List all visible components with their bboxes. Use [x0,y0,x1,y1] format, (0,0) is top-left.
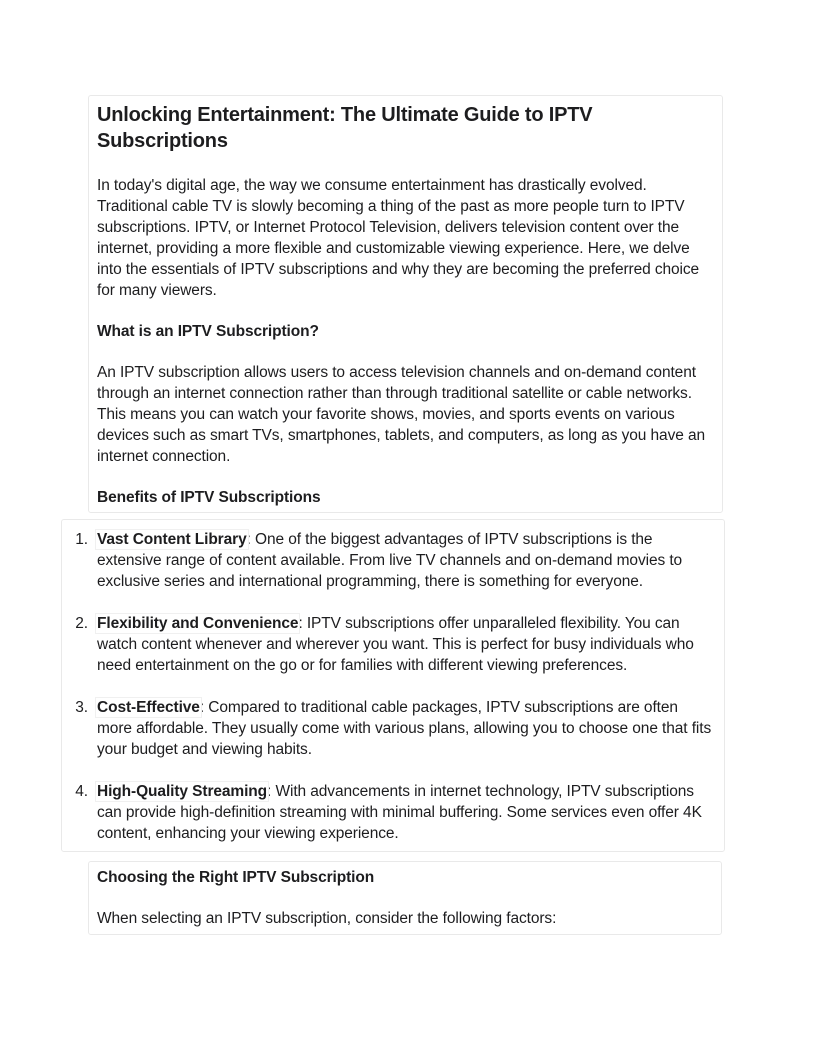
list-item-body: : IPTV subscriptions offer unparalleled flexibility. You can watch content whenever and wherever you want. This is perfect for busy individuals who need entertainment on the go or for families with different viewing preferences. [97,615,694,674]
list-item-term: Cost-Effective [97,699,200,716]
benefits-heading: Benefits of IPTV Subscriptions [97,489,321,506]
list-item [62,529,724,592]
list-item-text [97,529,724,592]
choosing-section [88,861,722,935]
list-item-number: 4. [75,783,88,800]
what-is-iptv-paragraph: An IPTV subscription allows users to access television channels and on-demand content through an internet connection rather than through traditional satellite or cable networks. This means you can watch your favorite shows, movies, and sports events on various devices such as smart TVs, smartphones, tablets, and computers, as long as you have an internet connection. [97,364,705,465]
what-is-iptv-heading: What is an IPTV Subscription? [97,323,319,340]
list-item-body: : Compared to traditional cable packages, IPTV subscriptions are often more affordable. They usually come with various plans, allowing you to choose one that fits your budget and viewing habits. [97,699,712,758]
list-item-number: 2. [75,615,88,632]
list-item-term: High-Quality Streaming [97,783,268,800]
benefits-list-section [61,519,725,852]
list-item-text [97,781,724,844]
list-item-term: Vast Content Library [97,531,247,548]
list-item-number: 1. [75,531,88,548]
list-item [62,781,724,844]
document-title: Unlocking Entertainment: The Ultimate Guide to IPTV Subscriptions [97,104,593,152]
list-item [62,613,724,676]
list-item [62,697,724,760]
list-item-number: 3. [75,699,88,716]
intro-paragraph: In today's digital age, the way we consume entertainment has drastically evolved. Traditional cable TV is slowly becoming a thing of the past as more people turn to IPTV subscriptions. IPTV, or Internet Protocol Television, delivers television content over the internet, providing a more flexible and customizable viewing experience. Here, we delve into the essentials of IPTV subscriptions and why they are becoming the preferred choice for many viewers. [97,177,700,299]
list-item-text [97,613,724,676]
choosing-paragraph: When selecting an IPTV subscription, consider the following factors: [97,910,557,927]
list-item-body: : One of the biggest advantages of IPTV subscriptions is the extensive range of content available. From live TV channels and on-demand movies to exclusive series and international programming, there is something for everyone. [97,531,683,590]
title-section [88,95,723,513]
list-item-term: Flexibility and Convenience [97,615,299,632]
list-item-text [97,697,724,760]
choosing-heading: Choosing the Right IPTV Subscription [97,869,375,886]
list-item-body: : With advancements in internet technology, IPTV subscriptions can provide high-definition streaming with minimal buffering. Some services even offer 4K content, enhancing your viewing experience. [97,783,702,842]
